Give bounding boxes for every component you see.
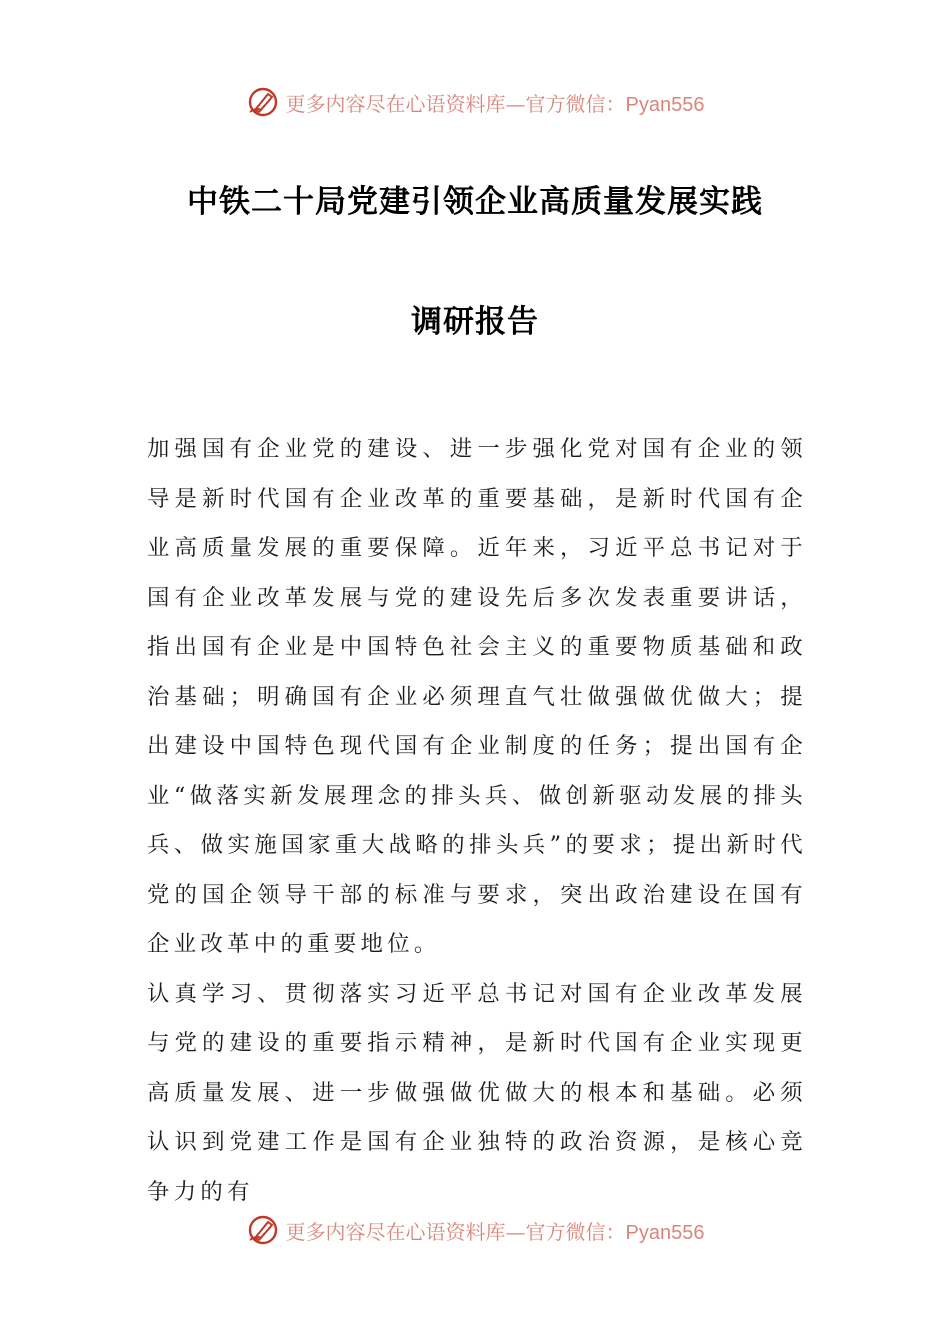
footer-watermark bbox=[0, 1210, 950, 1250]
document-title-line2: 调研报告 bbox=[411, 304, 539, 340]
watermark-text bbox=[286, 1216, 705, 1245]
document-title-line1: 中铁二十局党建引领企业高质量发展实践 bbox=[187, 184, 763, 220]
pen-nib-circle-icon bbox=[246, 85, 280, 119]
pen-nib-circle-icon bbox=[246, 1213, 280, 1247]
body-paragraph-2: 认真学习、贯彻落实习近平总书记对国有企业改革发展与党的建设的重要指示精神，是新时代国有企业实现更高质量发展、进一步做强做优做大的根本和基础。必须认识到党建工作是国有企业独特的政治资源，是核心竞争力的有 bbox=[147, 980, 807, 1205]
watermark-label: 更多内容尽在心语资料库—官方微信： bbox=[285, 91, 626, 116]
watermark-text bbox=[286, 88, 705, 117]
document-body bbox=[147, 425, 807, 1217]
watermark-wechat-id: Pyan556 bbox=[625, 93, 705, 116]
body-paragraph-1: 加强国有企业党的建设、进一步强化党对国有企业的领导是新时代国有企业改革的重要基础，是新时代国有企业高质量发展的重要保障。近年来，习近平总书记对于国有企业改革发展与党的建设先后多次发表重要讲话，指出国有企业是中国特色社会主义的重要物质基础和政治基础；明确国有企业必须理直气壮做强做优做大；提出建设中国特色现代国有企业制度的任务；提出国有企业“做落实新发展理念的排头兵、做创新驱动发展的排头兵、做实施国家重大战略的排头兵”的要求；提出新时代党的国企领导干部的标准与要求，突出政治建设在国有企业改革中的重要地位。 bbox=[147, 436, 807, 957]
watermark-wechat-id: Pyan556 bbox=[625, 1221, 705, 1244]
header-watermark bbox=[0, 82, 950, 122]
watermark-label: 更多内容尽在心语资料库—官方微信： bbox=[285, 1219, 626, 1244]
